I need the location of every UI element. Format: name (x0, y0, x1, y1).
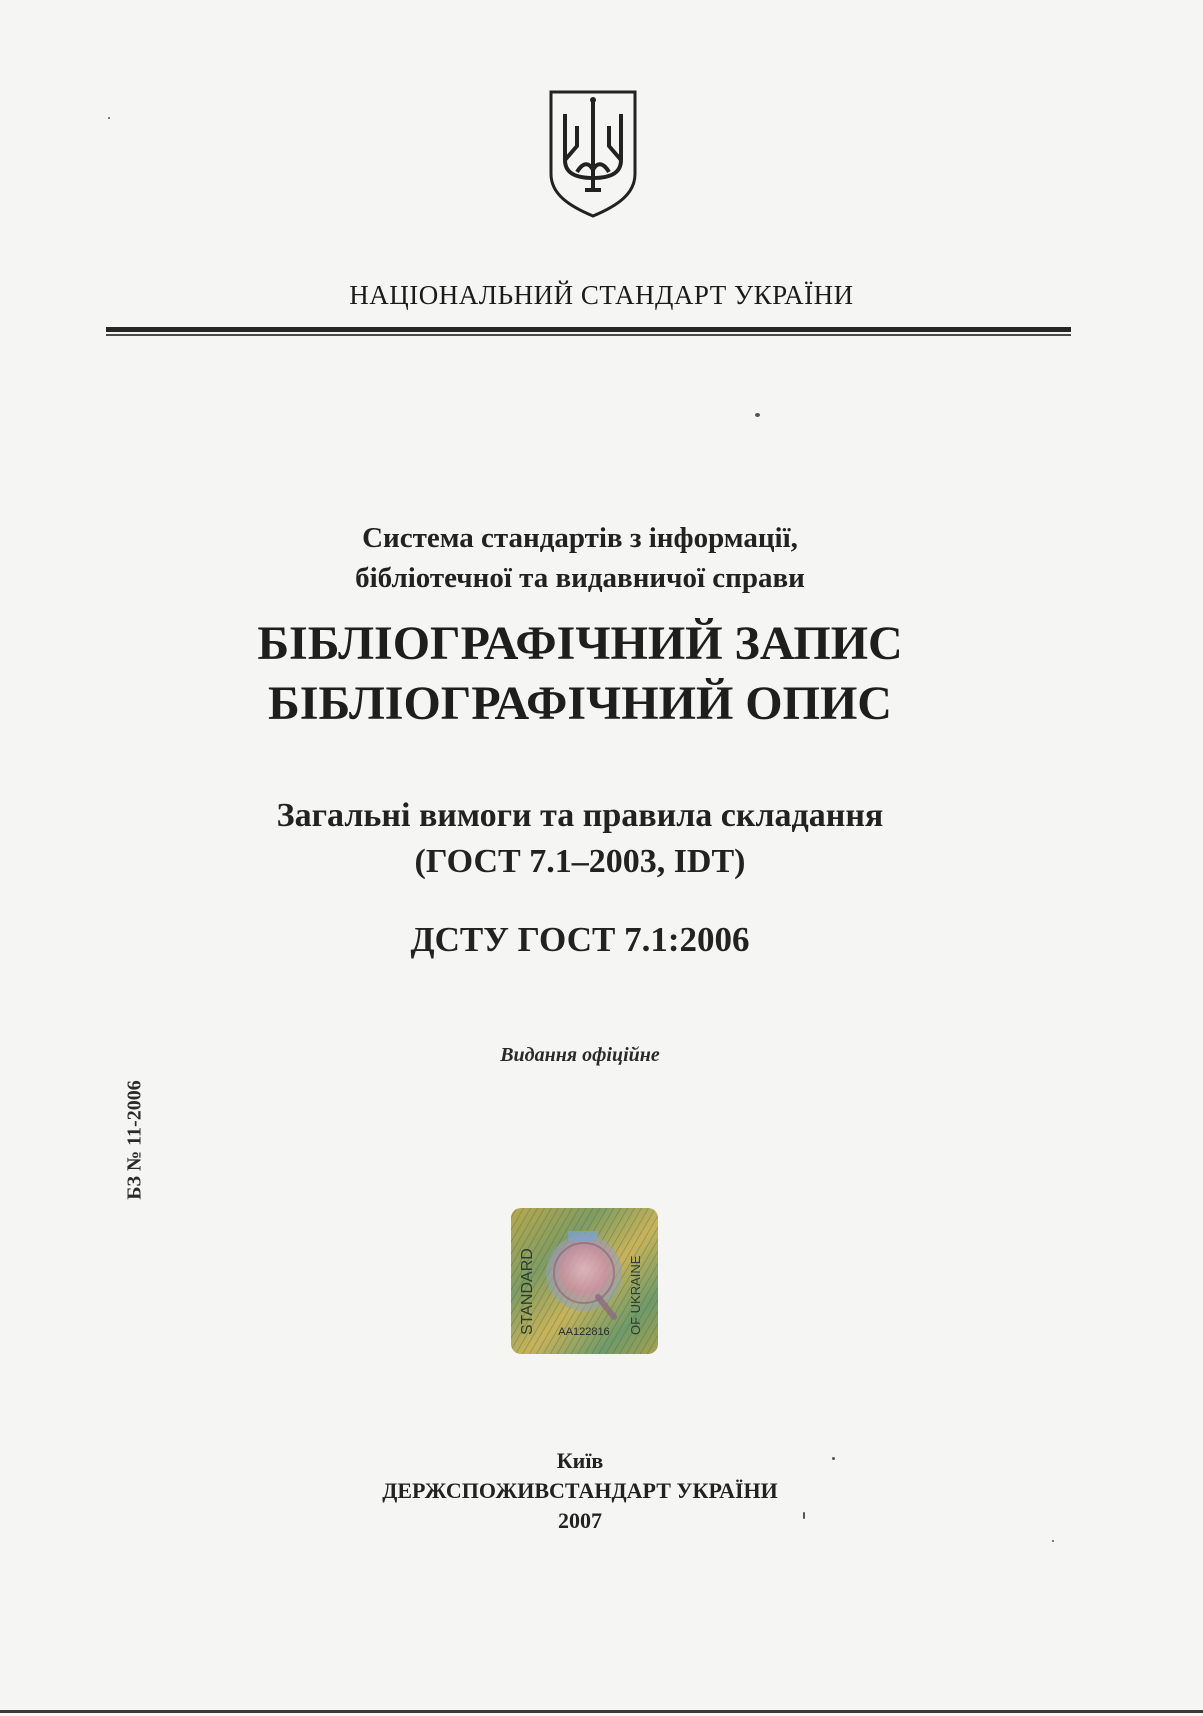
hologram-right-text: OF UKRAINE (628, 1255, 643, 1335)
footer-publisher: ДЕРЖСПОЖИВСТАНДАРТ УКРАЇНИ (382, 1478, 778, 1503)
side-registration-code: БЗ № 11-2006 (123, 1080, 146, 1200)
edition-label: Видання офіційне (500, 1044, 660, 1066)
standard-designation: ДСТУ ГОСТ 7.1:2006 (410, 920, 750, 959)
scan-speck (755, 413, 760, 417)
subtitle-line-2: (ГОСТ 7.1–2003, IDT) (414, 843, 746, 880)
publication-footer (0, 1446, 1160, 1536)
series-line-1: Система стандартів з інформації, (362, 522, 798, 554)
trident-coat-of-arms-icon (547, 90, 639, 218)
scan-speck (1052, 1540, 1054, 1542)
subtitle-line-1: Загальні вимоги та правила складання (276, 797, 884, 834)
title-line-1: БІБЛІОГРАФІЧНИЙ ЗАПИС (257, 617, 903, 670)
scan-bottom-edge (0, 1710, 1203, 1713)
scan-speck (803, 1512, 805, 1519)
standard-category-title: НАЦІОНАЛЬНИЙ СТАНДАРТ УКРАЇНИ (349, 280, 854, 310)
hologram-serial: AA122816 (558, 1326, 610, 1338)
hologram-left-text: STANDARD (519, 1248, 536, 1335)
scan-speck (832, 1457, 835, 1460)
document-title (0, 614, 1160, 734)
series-line-2: бібліотечної та видавничої справи (355, 562, 805, 594)
scan-speck (108, 117, 110, 119)
hologram-sticker (510, 1207, 659, 1355)
header-divider (106, 327, 1071, 336)
footer-city: Київ (556, 1448, 604, 1473)
footer-year: 2007 (558, 1508, 602, 1533)
title-line-2: БІБЛІОГРАФІЧНИЙ ОПИС (268, 677, 892, 730)
standard-series (0, 518, 1160, 598)
document-subtitle (0, 793, 1160, 885)
